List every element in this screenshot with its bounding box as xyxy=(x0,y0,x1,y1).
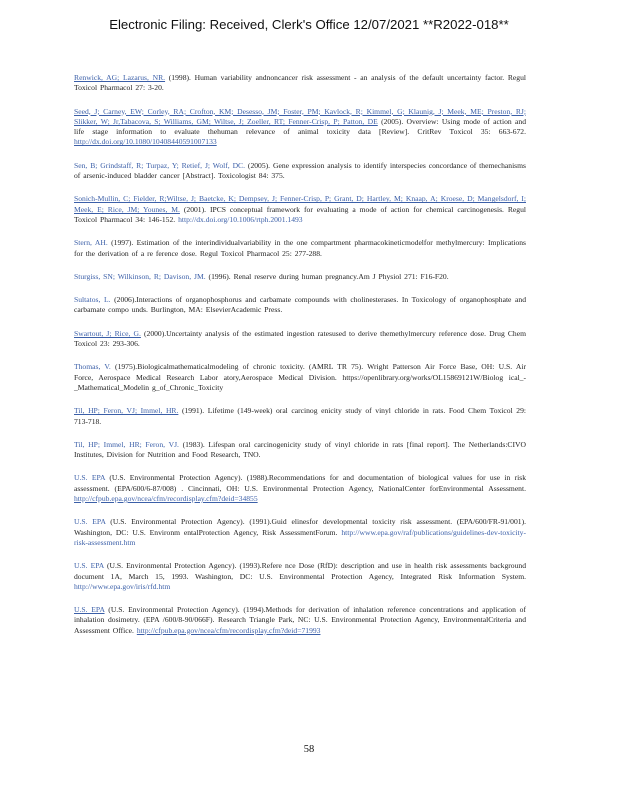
reference-entry xyxy=(74,561,526,592)
reference-authors-link[interactable]: Stern, AH. xyxy=(74,238,108,248)
reference-entry xyxy=(74,272,526,282)
reference-authors-link[interactable]: Sonich-Mullin, C; Fielder, R;Wiltse, J; Baetcke, K; Dempsey, J; Fenner-Crisp, P; Grant, D; Hartley, M; Knaap, A; Kroese, D; Mangelsdorf, I; Meek, E; Rice, JM; Younes, M. xyxy=(74,194,526,214)
reference-entry xyxy=(74,73,526,94)
reference-entry xyxy=(74,440,526,461)
reference-text: (2000).Uncertainty analysis of the estimated ingestion ratesused to derive themethylmercury reference dose. Drug Chem Toxicol 23: 293-306. xyxy=(74,328,526,349)
reference-entry xyxy=(74,161,526,182)
reference-text: (U.S. Environmental Protection Agency). (1994).Methods for derivation of inhalation reference concentrations and application of inhalation dosimetry. (EPA /600/8-90/066F). Research Triangle Park, NC: U.S. Environmental Protection Agency, EnvironmentalCriteria and Assessment Office. xyxy=(74,605,526,635)
reference-entry xyxy=(74,473,526,504)
reference-text: (2001). IPCS conceptual framework for evaluating a mode of action for chemical carcinogenesis. Regul Toxicol Pharmacol 34: 146-152. xyxy=(74,204,526,224)
reference-text: (U.S. Environmental Protection Agency). (1988).Recommendations for and documentation of biological values for use in risk assessment. (EPA/600/6-87/008) . Cincinnati, OH: U.S. Environmental Protection Agency, NationalCenter forEnvironmental Assessment. xyxy=(74,473,527,493)
reference-entry xyxy=(74,329,526,350)
page-number: 58 xyxy=(303,744,315,755)
reference-authors-link[interactable]: Seed, J; Carney, EW; Corley, RA; Crofton, KM; Desesso, JM; Foster, PM; Kavlock, R; Kimmel, G; Klaunig, J; Meek, ME; Preston, RJ; Slikker, W; Jr,Tabacova, S; Williams, GM; Wiltse, J; Zoeller, RT; Fenner-Crisp, P; Patton, DE xyxy=(74,106,526,126)
reference-authors-link[interactable]: Sturgiss, SN; Wilkinson, R; Davison, JM. xyxy=(74,271,206,281)
reference-list xyxy=(74,73,526,649)
reference-text: (1996). Renal reserve during human pregnancy.Am J Physiol 271: F16-F20. xyxy=(205,271,449,281)
reference-entry xyxy=(74,406,526,427)
reference-text: (2006).Interactions of organophosphorus and carbamate compounds with cholinesterases. In Toxicology of organophosphate and carbamate compo unds. Burlington, MA: ElsevierAcademic Press. xyxy=(74,295,526,315)
reference-authors-link[interactable]: Sen, B; Grindstaff, R; Turpaz, Y; Retief, J; Wolf, DC. xyxy=(74,160,246,170)
reference-url-link[interactable]: http://www.epa.gov/raf/publications/guidelines-dev-toxicity-risk-assessment.htm xyxy=(74,527,526,547)
reference-url-link[interactable]: http://cfpub.epa.gov/ncea/cfm/recordisplay.cfm?deid=71993 xyxy=(136,625,321,635)
reference-text: (2005). Overview: Using mode of action and life stage information to evaluate thehuman relevance of animal toxicity data [Review]. CritRev Toxicol 35: 663-672. xyxy=(74,116,526,137)
reference-entry xyxy=(74,194,526,225)
reference-url-link[interactable]: http://cfpub.epa.gov/ncea/cfm/recordisplay.cfm?deid=34855 xyxy=(74,494,258,504)
reference-authors-link[interactable]: Sultatos, L. xyxy=(74,295,111,305)
reference-entry xyxy=(74,107,526,148)
reference-url-link[interactable]: http://dx.doi.org/10.1006/rtph.2001.1493 xyxy=(178,214,303,224)
reference-entry xyxy=(74,295,526,316)
reference-authors-link[interactable]: Swartout, J; Rice, G. xyxy=(74,328,141,338)
reference-authors-link[interactable]: Til, HP; Feron, VJ; Immel, HR. xyxy=(74,406,179,416)
reference-authors-link[interactable]: Til, HP; Immel, HR; Feron, VJ. xyxy=(74,439,179,449)
reference-authors-link[interactable]: U.S. EPA xyxy=(74,517,106,527)
reference-text: (1991). Lifetime (149-week) oral carcinog enicity study of vinyl chloride in rats. Food Chem Toxicol 29: 713-718. xyxy=(74,406,526,426)
reference-text: (U.S. Environmental Protection Agency). (1991).Guid elinesfor developmental toxicity risk assessment. (EPA/600/FR-91/001). Washington, DC: U.S. Environm entalProtection Agency, Risk AssessmentForum. xyxy=(74,517,526,537)
reference-entry xyxy=(74,517,526,548)
reference-text: (1975).Biologicalmathematicalmodeling of chronic toxicity. (AMRL TR 75). Wright Patterson Air Force Base, OH: U.S. Air Force, Aerospace Medical Research Labor atory,Aerospace Medical Division. https://openlibrary.org/works/OL15869121W/Biolog ical_-_Mathematical_Modelin g_of_Chronic_Toxicity xyxy=(74,362,526,392)
reference-url-link[interactable]: http://www.epa.gov/iris/rfd.htm xyxy=(74,581,171,591)
reference-text: (1983). Lifespan oral carcinogenicity study of vinyl chloride in rats [final report]. The Netherlands:CIVO Institutes, Division for Nutrition and Food Research, TNO. xyxy=(74,439,526,460)
reference-entry xyxy=(74,605,526,636)
filing-header: Electronic Filing: Received, Clerk's Office 12/07/2021 **R2022-018** xyxy=(109,17,509,32)
reference-authors-link[interactable]: Renwick, AG; Lazarus, NR. xyxy=(74,73,166,82)
reference-authors-link[interactable]: U.S. EPA xyxy=(74,605,105,615)
reference-text: (U.S. Environmental Protection Agency). (1993).Refere nce Dose (RfD): description and use in health risk assessments background document 1A, March 15, 1993. Washington, DC: U.S. Environmental Protection Agency, Integrated Risk Information System. xyxy=(74,561,526,581)
reference-authors-link[interactable]: U.S. EPA xyxy=(74,473,106,483)
reference-authors-link[interactable]: U.S. EPA xyxy=(74,561,104,571)
reference-text: (1998). Human variability andnoncancer risk assessment - an analysis of the default uncertainty factor. Regul Toxicol Pharmacol 27: 3-20. xyxy=(74,73,527,93)
reference-entry xyxy=(74,362,526,393)
reference-text: (1997). Estimation of the interindividualvariability in the one compartment pharmacokineticmodelfor methylmercury: Implications for the derivation of a re ference dose. Regul Toxicol Pharmacol 25: 277-288. xyxy=(74,238,526,258)
reference-authors-link[interactable]: Thomas, V. xyxy=(74,362,111,372)
reference-url-link[interactable]: http://dx.doi.org/10.1080/10408440591007133 xyxy=(74,137,217,147)
reference-entry xyxy=(74,238,526,259)
reference-text: (2005). Gene expression analysis to identify interspecies concordance of themechanisms of arsenic-induced bladder cancer [Abstract]. Toxicologist 84: 375. xyxy=(74,160,526,181)
